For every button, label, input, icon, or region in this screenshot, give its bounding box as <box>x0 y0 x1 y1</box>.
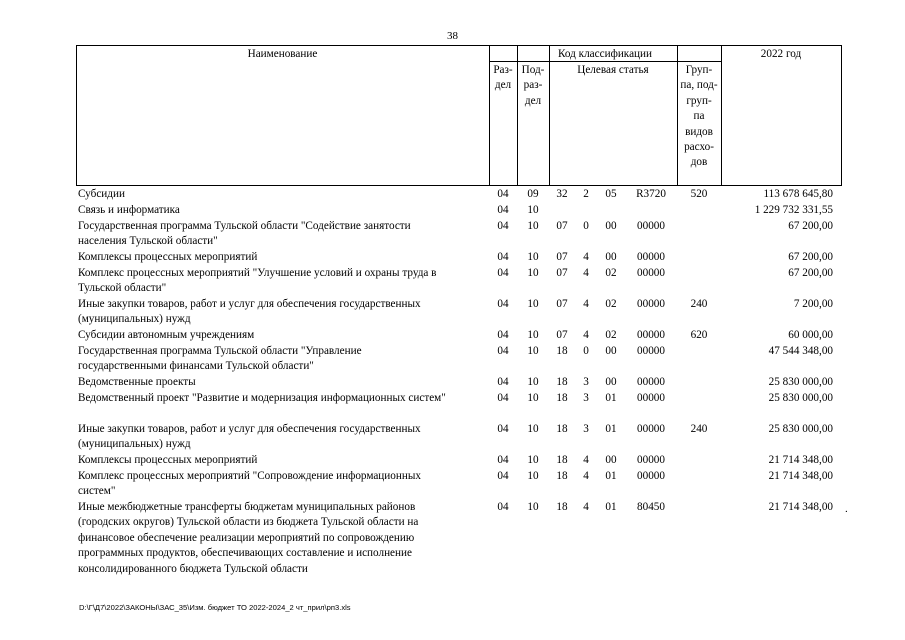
row-direction: 00000 <box>637 376 665 388</box>
row-program: 07 <box>556 298 568 310</box>
row-amount: 67 200,00 <box>788 267 833 279</box>
row-direction: 00000 <box>637 345 665 357</box>
row-activity: 00 <box>605 454 617 466</box>
row-amount: 25 830 000,00 <box>768 376 833 388</box>
row-program: 07 <box>556 267 568 279</box>
row-subsection: 10 <box>527 204 539 216</box>
row-subsection: 10 <box>527 251 539 263</box>
row-name: Ведомственные проекты <box>78 376 196 388</box>
row-expense-group: 240 <box>690 298 708 310</box>
row-program: 18 <box>556 454 568 466</box>
row-subsection: 10 <box>527 454 539 466</box>
row-subprogram: 3 <box>583 376 589 388</box>
row-name: Ведомственный проект "Развитие и модернизация информационных систем" <box>78 392 446 404</box>
row-program: 18 <box>556 423 568 435</box>
row-amount: 21 714 348,00 <box>768 501 833 513</box>
row-program: 07 <box>556 220 568 232</box>
row-subsection: 09 <box>527 188 539 200</box>
header-subsection: Под- раз- дел <box>521 64 545 107</box>
row-activity: 01 <box>605 392 617 404</box>
row-subprogram: 4 <box>583 251 589 263</box>
row-name: Государственная программа Тульской области "Содействие занятости населения Тульской области" <box>78 220 411 248</box>
row-name: Иные закупки товаров, работ и услуг для обеспечения государственных (муниципальных) нужд <box>78 298 421 326</box>
row-section: 04 <box>497 251 509 263</box>
page-number: 38 <box>447 30 458 42</box>
row-name: Комплекс процессных мероприятий "Улучшение условий и охраны труда в Тульской области" <box>78 267 437 295</box>
row-subsection: 10 <box>527 423 539 435</box>
row-activity: 02 <box>605 298 617 310</box>
row-program: 18 <box>556 345 568 357</box>
row-amount: 113 678 645,80 <box>763 188 833 200</box>
row-subsection: 10 <box>527 376 539 388</box>
row-amount: 25 830 000,00 <box>768 392 833 404</box>
row-amount: 67 200,00 <box>788 220 833 232</box>
row-section: 04 <box>497 470 509 482</box>
row-direction: 00000 <box>637 298 665 310</box>
row-subprogram: 3 <box>583 392 589 404</box>
row-program: 18 <box>556 470 568 482</box>
row-subsection: 10 <box>527 329 539 341</box>
row-expense-group: 240 <box>690 423 708 435</box>
row-section: 04 <box>497 188 509 200</box>
table-header <box>76 45 842 186</box>
file-path-footer: D:\Г\Д7\2022\ЗАКОНЫ\ЗАС_35\Изм. бюджет ТО 2022-2024_2 чт_прил\рп3.xls <box>79 603 351 612</box>
row-expense-group: 520 <box>690 188 708 200</box>
row-direction: 00000 <box>637 470 665 482</box>
row-direction: 00000 <box>637 267 665 279</box>
row-direction: 00000 <box>637 423 665 435</box>
header-group: Груп- па, под- груп- па видов расхо- дов <box>680 64 718 169</box>
row-amount: 47 544 348,00 <box>768 345 833 357</box>
row-activity: 00 <box>605 345 617 357</box>
row-direction: 00000 <box>637 220 665 232</box>
row-activity: 01 <box>605 501 617 513</box>
row-amount: 25 830 000,00 <box>768 423 833 435</box>
row-section: 04 <box>497 501 509 513</box>
row-program: 32 <box>556 188 568 200</box>
row-subprogram: 0 <box>583 220 589 232</box>
row-program: 07 <box>556 329 568 341</box>
row-activity: 00 <box>605 220 617 232</box>
row-subsection: 10 <box>527 392 539 404</box>
row-name: Комплексы процессных мероприятий <box>78 454 258 466</box>
row-activity: 02 <box>605 329 617 341</box>
row-program: 07 <box>556 251 568 263</box>
row-subsection: 10 <box>527 220 539 232</box>
row-activity: 01 <box>605 470 617 482</box>
row-program: 18 <box>556 501 568 513</box>
row-section: 04 <box>497 454 509 466</box>
row-subprogram: 4 <box>583 470 589 482</box>
row-activity: 00 <box>605 251 617 263</box>
header-code: Код классификации <box>558 48 652 60</box>
row-name: Иные закупки товаров, работ и услуг для обеспечения государственных (муниципальных) нужд <box>78 423 421 451</box>
row-amount: 60 000,00 <box>788 329 833 341</box>
row-subsection: 10 <box>527 298 539 310</box>
row-direction: 00000 <box>637 251 665 263</box>
row-name: Комплекс процессных мероприятий "Сопровождение информационных систем" <box>78 470 421 498</box>
row-subprogram: 4 <box>583 329 589 341</box>
row-section: 04 <box>497 345 509 357</box>
row-subsection: 10 <box>527 267 539 279</box>
row-program: 18 <box>556 376 568 388</box>
row-direction: R3720 <box>636 188 666 200</box>
row-activity: 00 <box>605 376 617 388</box>
row-direction: 00000 <box>637 454 665 466</box>
row-expense-group: 620 <box>690 329 708 341</box>
row-direction: 80450 <box>637 501 665 513</box>
row-section: 04 <box>497 376 509 388</box>
row-section: 04 <box>497 220 509 232</box>
row-direction: 00000 <box>637 392 665 404</box>
row-activity: 02 <box>605 267 617 279</box>
row-name: Субсидии автономным учреждениям <box>78 329 255 341</box>
row-section: 04 <box>497 204 509 216</box>
row-amount: 7 200,00 <box>793 298 833 310</box>
row-program: 18 <box>556 392 568 404</box>
row-name: Государственная программа Тульской области "Управление государственными финансами Тульской области" <box>78 345 362 373</box>
row-activity: 01 <box>605 423 617 435</box>
row-name: Связь и информатика <box>78 204 180 216</box>
row-subprogram: 3 <box>583 423 589 435</box>
header-name: Наименование <box>247 48 318 60</box>
row-activity: 05 <box>605 188 617 200</box>
row-amount: 21 714 348,00 <box>768 470 833 482</box>
row-subprogram: 4 <box>583 501 589 513</box>
row-section: 04 <box>497 267 509 279</box>
row-amount: 67 200,00 <box>788 251 833 263</box>
row-section: 04 <box>497 329 509 341</box>
row-name: Субсидии <box>78 188 125 200</box>
row-name: Комплексы процессных мероприятий <box>78 251 258 263</box>
row-amount: 21 714 348,00 <box>768 454 833 466</box>
header-section: Раз- дел <box>493 64 513 92</box>
header-year: 2022 год <box>760 48 802 60</box>
row-section: 04 <box>497 298 509 310</box>
row-subprogram: 0 <box>583 345 589 357</box>
row-subsection: 10 <box>527 501 539 513</box>
row-subsection: 10 <box>527 345 539 357</box>
row-subprogram: 4 <box>583 454 589 466</box>
row-amount: 1 229 732 331,55 <box>754 204 833 216</box>
row-subprogram: 4 <box>583 267 589 279</box>
row-subprogram: 4 <box>583 298 589 310</box>
row-name: Иные межбюджетные трансферты бюджетам муниципальных районов (городских округов) Тульской области из бюджета Тульской области на финансовое обеспечение реализации мероприятий по сопровождению программных продуктов, обеспечивающих составление и исполнение консолидированного бюджета Тульской области <box>78 501 419 575</box>
row-section: 04 <box>497 423 509 435</box>
margin-mark: . <box>845 503 848 515</box>
row-direction: 00000 <box>637 329 665 341</box>
row-subprogram: 2 <box>583 188 589 200</box>
header-target: Целевая статья <box>577 64 649 76</box>
row-subsection: 10 <box>527 470 539 482</box>
row-section: 04 <box>497 392 509 404</box>
